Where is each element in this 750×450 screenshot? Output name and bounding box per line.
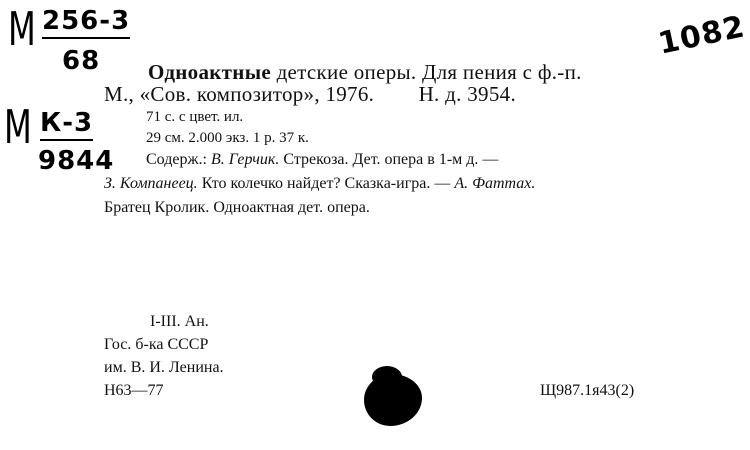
ink-blot [364, 374, 422, 426]
title-main: Одноактные [148, 60, 272, 84]
handwritten-corner-number: 1082 [655, 9, 749, 62]
title-rest: детские оперы. Для пения с ф.-п. [271, 60, 582, 84]
handwritten-code-top: 256-3 [42, 6, 130, 39]
contents-work-2: Кто колечко найдет? Сказка-игра. — [197, 175, 455, 192]
card-number: Н63—77 [104, 382, 164, 399]
contents-line-1 [146, 151, 498, 169]
record-pages: 71 с. с цвет. ил. [146, 109, 244, 125]
contents-author-1: В. Герчик. [210, 151, 280, 168]
handwritten-letter-m-top: М [8, 2, 37, 56]
record-format: 29 см. 2.000 экз. 1 р. 37 к. [146, 130, 309, 146]
classification: I-III. Ан. [150, 313, 209, 330]
contents-work-1: Стрекоза. Дет. опера в 1-м д. — [279, 151, 499, 168]
record-imprint: М., «Сов. композитор», 1976. Н. д. 3954. [104, 82, 516, 106]
handwritten-code-bottom: К-3 [40, 108, 93, 141]
shelf-mark: Щ987.1я43(2) [540, 382, 635, 399]
library-line-1: Гос. б-ка СССР [104, 336, 209, 353]
handwritten-letter-m-bottom: М [4, 100, 33, 154]
library-line-2: им. В. И. Ленина. [104, 359, 224, 376]
contents-line-2 [104, 175, 535, 193]
handwritten-sub-top: 68 [62, 46, 101, 76]
contents-author-3: А. Фаттах. [454, 175, 536, 192]
contents-label: Содерж.: [146, 151, 207, 168]
contents-line-3: Братец Кролик. Одноактная дет. опера. [104, 199, 370, 216]
handwritten-sub-bottom: 9844 [38, 146, 115, 176]
contents-author-2: З. Компанеец. [104, 175, 198, 192]
